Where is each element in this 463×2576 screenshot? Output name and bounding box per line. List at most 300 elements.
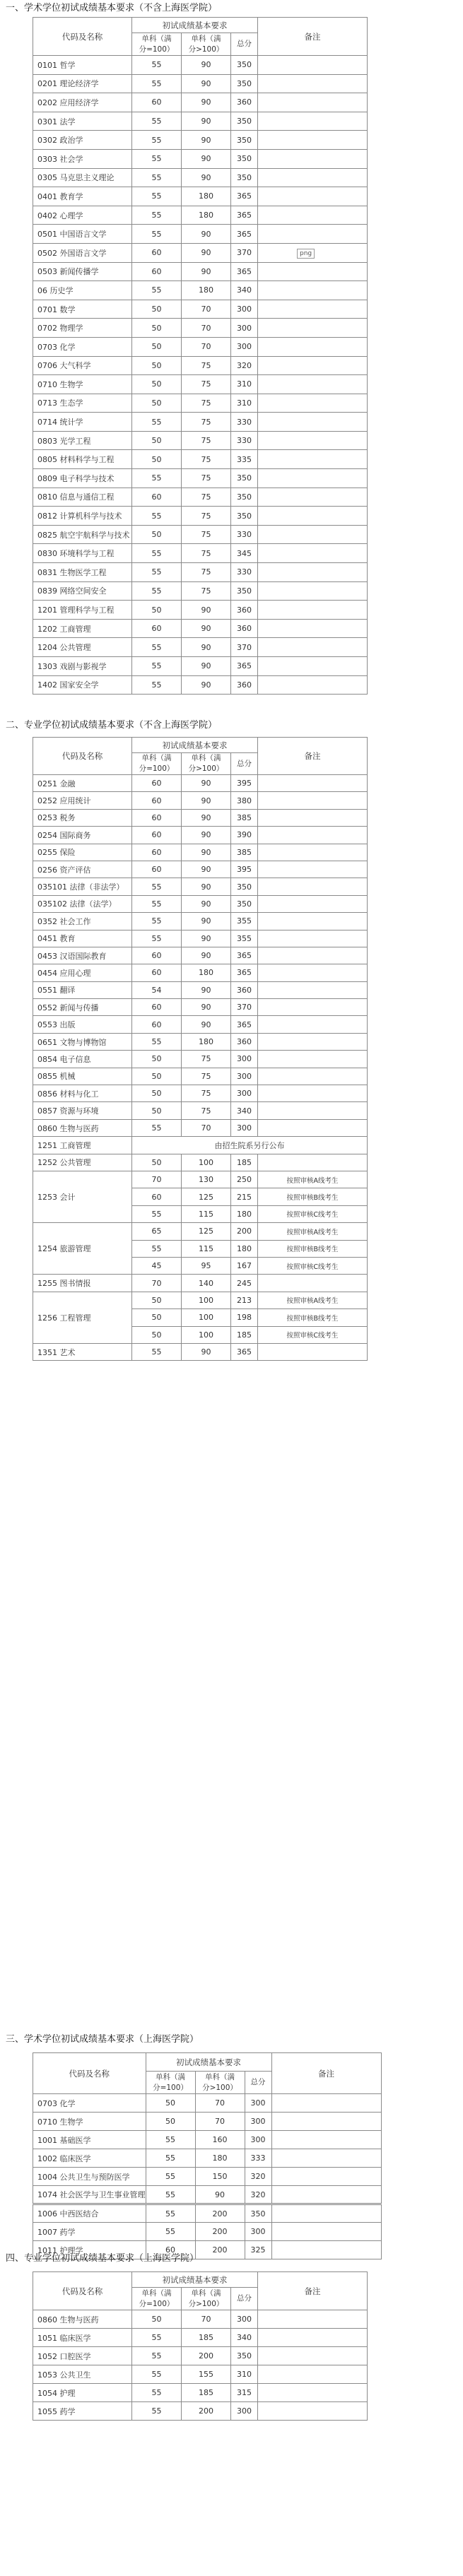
single-score-100-cell: 55 [132, 56, 182, 75]
note-cell [258, 913, 368, 930]
table-row [33, 93, 368, 112]
note-cell [258, 775, 368, 792]
total-score-cell: 360 [231, 619, 258, 638]
single-score-over-100-cell: 90 [182, 1343, 231, 1360]
table-row [33, 2131, 382, 2149]
total-score-cell: 245 [231, 1275, 258, 1292]
program-name-cell: 0714 统计学 [33, 413, 132, 432]
table-row [33, 947, 368, 964]
note-cell: 按照审核B线考生 [258, 1188, 368, 1205]
header-line: 单科（满 [191, 2288, 221, 2298]
table-row [33, 243, 368, 262]
single-score-100-cell: 55 [132, 2347, 182, 2365]
table-row [33, 1119, 368, 1136]
header-row [33, 18, 368, 33]
single-score-100-cell: 45 [132, 1257, 182, 1274]
note-cell [258, 999, 368, 1016]
table-row [33, 999, 368, 1016]
table-row [33, 450, 368, 469]
single-score-100-cell: 55 [132, 2402, 182, 2421]
single-score-over-100-cell: 90 [182, 56, 231, 75]
program-name-cell: 035101 法律（非法学） [33, 878, 132, 895]
single-score-100-cell: 50 [132, 394, 182, 413]
table-row [33, 1171, 368, 1188]
program-name-cell: 1006 中西医结合 [33, 2204, 146, 2223]
total-score-cell: 350 [231, 2347, 258, 2365]
single-score-over-100-cell: 200 [182, 2347, 231, 2365]
table-row [33, 601, 368, 620]
note-cell [258, 675, 368, 695]
table-row [33, 844, 368, 861]
single-score-100-cell: 55 [132, 657, 182, 676]
note-cell [258, 149, 368, 168]
column-header-note: 备注 [271, 2053, 381, 2094]
total-score-cell: 360 [231, 1033, 258, 1050]
note-cell [258, 827, 368, 844]
single-score-over-100-cell: 200 [195, 2223, 245, 2241]
column-header-single-over-100 [195, 2072, 245, 2094]
single-score-100-cell: 50 [132, 1309, 182, 1326]
note-cell [258, 981, 368, 998]
single-score-over-100-cell: 70 [182, 319, 231, 338]
single-score-over-100-cell: 155 [182, 2365, 231, 2384]
note-cell [258, 187, 368, 206]
header-line: 分=100） [153, 2083, 188, 2092]
program-name-cell: 1255 图书情报 [33, 1275, 132, 1292]
table-row [33, 657, 368, 676]
note-cell [258, 638, 368, 657]
note-cell [258, 337, 368, 356]
program-name-cell: 0553 出版 [33, 1016, 132, 1033]
single-score-over-100-cell: 90 [182, 619, 231, 638]
total-score-cell: 390 [231, 827, 258, 844]
note-cell [258, 469, 368, 488]
single-score-100-cell: 55 [146, 2131, 195, 2149]
program-name-cell: 0651 文物与博物馆 [33, 1033, 132, 1050]
total-score-cell: 385 [231, 844, 258, 861]
note-cell [258, 619, 368, 638]
single-score-over-100-cell: 90 [182, 262, 231, 281]
single-score-over-100-cell: 75 [182, 375, 231, 394]
table-row [33, 337, 368, 356]
single-score-100-cell: 60 [132, 1188, 182, 1205]
single-score-100-cell: 60 [132, 844, 182, 861]
single-score-100-cell: 55 [146, 2168, 195, 2186]
table-row [33, 394, 368, 413]
table-row [33, 581, 368, 601]
note-cell [271, 2113, 381, 2131]
program-name-cell: 0812 计算机科学与技术 [33, 507, 132, 526]
program-name-cell: 1054 护理 [33, 2384, 132, 2402]
single-score-over-100-cell: 75 [182, 1068, 231, 1085]
note-cell [258, 450, 368, 469]
note-cell [258, 809, 368, 826]
total-score-cell: 350 [231, 74, 258, 93]
single-score-100-cell: 55 [132, 544, 182, 563]
table-row [33, 2310, 368, 2329]
column-header-total: 总分 [231, 33, 258, 56]
program-name-cell: 0701 数学 [33, 300, 132, 319]
single-score-over-100-cell: 70 [195, 2113, 245, 2131]
total-score-cell: 185 [231, 1154, 258, 1171]
total-score-cell: 200 [231, 1223, 258, 1240]
column-header-single-100 [132, 2288, 182, 2310]
single-score-100-cell: 50 [132, 1051, 182, 1068]
header-row [33, 738, 368, 753]
program-name-cell: 0252 应用统计 [33, 792, 132, 809]
single-score-over-100-cell: 115 [182, 1240, 231, 1257]
note-cell [258, 112, 368, 131]
total-score-cell: 213 [231, 1292, 258, 1308]
table-row [33, 413, 368, 432]
single-score-100-cell: 55 [132, 112, 182, 131]
table-row [33, 56, 368, 75]
single-score-100-cell: 50 [132, 525, 182, 544]
column-header-code-name: 代码及名称 [33, 18, 132, 56]
note-cell [258, 300, 368, 319]
total-score-cell: 355 [231, 930, 258, 947]
single-score-over-100-cell: 75 [182, 394, 231, 413]
single-score-over-100-cell: 180 [182, 964, 231, 981]
single-score-over-100-cell: 90 [182, 675, 231, 695]
total-score-cell: 300 [245, 2113, 271, 2131]
total-score-cell: 350 [245, 2204, 271, 2223]
note-cell [258, 394, 368, 413]
single-score-100-cell: 55 [132, 206, 182, 225]
note-cell [271, 2168, 381, 2186]
total-score-cell: 350 [231, 168, 258, 187]
single-score-100-cell: 60 [132, 861, 182, 878]
note-cell [258, 488, 368, 507]
single-score-over-100-cell: 90 [182, 112, 231, 131]
single-score-100-cell: 55 [132, 1240, 182, 1257]
header-line: 单科（满 [141, 754, 172, 762]
total-score-cell: 365 [231, 206, 258, 225]
note-cell [271, 2204, 381, 2223]
note-cell [258, 225, 368, 244]
note-cell [258, 930, 368, 947]
single-score-over-100-cell: 75 [182, 469, 231, 488]
single-score-over-100-cell: 90 [182, 999, 231, 1016]
single-score-100-cell: 55 [132, 281, 182, 300]
total-score-cell: 300 [231, 319, 258, 338]
program-name-cell: 1007 药学 [33, 2223, 146, 2241]
single-score-100-cell: 60 [132, 1016, 182, 1033]
total-score-cell: 395 [231, 775, 258, 792]
single-score-100-cell: 55 [132, 469, 182, 488]
total-score-cell: 365 [231, 1016, 258, 1033]
total-score-cell: 350 [231, 878, 258, 895]
program-name-cell: 0251 金融 [33, 775, 132, 792]
table-row [33, 225, 368, 244]
program-name-cell: 0453 汉语国际教育 [33, 947, 132, 964]
note-cell [258, 1068, 368, 1085]
total-score-cell: 320 [245, 2168, 271, 2186]
header-line: 分>100） [202, 2083, 238, 2092]
table-row [33, 2329, 368, 2347]
single-score-100-cell: 70 [132, 1275, 182, 1292]
note-cell [258, 861, 368, 878]
program-name-cell: 0302 政治学 [33, 131, 132, 150]
program-name-cell: 1251 工商管理 [33, 1137, 132, 1154]
program-name-cell: 0501 中国语言文学 [33, 225, 132, 244]
single-score-over-100-cell: 115 [182, 1205, 231, 1222]
single-score-100-cell: 55 [132, 225, 182, 244]
note-cell [258, 2347, 368, 2365]
column-header-code-name: 代码及名称 [33, 738, 132, 775]
program-name-cell: 0809 电子科学与技术 [33, 469, 132, 488]
program-name-cell: 0551 翻译 [33, 981, 132, 998]
total-score-cell: 360 [231, 93, 258, 112]
single-score-100-cell: 50 [132, 601, 182, 620]
note-cell [258, 792, 368, 809]
total-score-cell: 300 [231, 1119, 258, 1136]
column-header-note: 备注 [258, 738, 368, 775]
program-name-cell: 1052 口腔医学 [33, 2347, 132, 2365]
table-row [33, 1085, 368, 1102]
single-score-over-100-cell: 100 [182, 1326, 231, 1343]
program-name-cell: 0706 大气科学 [33, 356, 132, 375]
total-score-cell: 320 [245, 2186, 271, 2204]
section-title: 三、学术学位初试成绩基本要求（上海医学院） [6, 2034, 199, 2045]
table-row [33, 981, 368, 998]
program-name-cell: 0305 马克思主义理论 [33, 168, 132, 187]
note-cell [258, 947, 368, 964]
total-score-cell: 365 [231, 187, 258, 206]
program-name-cell: 0703 化学 [33, 337, 132, 356]
note-cell [258, 319, 368, 338]
single-score-over-100-cell: 90 [182, 638, 231, 657]
program-name-cell: 1204 公共管理 [33, 638, 132, 657]
program-name-cell: 0855 机械 [33, 1068, 132, 1085]
total-score-cell: 365 [231, 225, 258, 244]
note-cell [258, 281, 368, 300]
single-score-100-cell: 50 [146, 2094, 195, 2113]
single-score-over-100-cell: 90 [182, 775, 231, 792]
program-name-cell: 0856 材料与化工 [33, 1085, 132, 1102]
single-score-100-cell: 55 [132, 675, 182, 695]
program-name-cell: 1002 临床医学 [33, 2149, 146, 2168]
total-score-cell: 350 [231, 895, 258, 912]
single-score-100-cell: 55 [132, 131, 182, 150]
table-row [33, 638, 368, 657]
note-cell [258, 74, 368, 93]
note-cell [258, 2329, 368, 2347]
single-score-100-cell: 50 [132, 375, 182, 394]
program-name-cell: 0857 资源与环境 [33, 1102, 132, 1119]
single-score-over-100-cell: 125 [182, 1188, 231, 1205]
total-score-cell: 365 [231, 657, 258, 676]
total-score-cell: 365 [231, 964, 258, 981]
note-cell [258, 563, 368, 582]
note-cell: 按照审核A线考生 [258, 1171, 368, 1188]
note-cell [258, 168, 368, 187]
single-score-over-100-cell: 90 [182, 827, 231, 844]
single-score-over-100-cell: 75 [182, 431, 231, 450]
table-row [33, 319, 368, 338]
total-score-cell: 350 [231, 56, 258, 75]
note-cell: 按照审核C线考生 [258, 1257, 368, 1274]
header-line: 分>100） [188, 764, 224, 773]
program-name-cell: 1303 戏剧与影视学 [33, 657, 132, 676]
program-name-cell: 1351 艺术 [33, 1343, 132, 1360]
column-header-note: 备注 [258, 2272, 368, 2310]
note-cell [258, 1085, 368, 1102]
total-score-cell: 330 [231, 413, 258, 432]
single-score-over-100-cell: 180 [195, 2149, 245, 2168]
column-header-single-100 [146, 2072, 195, 2094]
note-cell [258, 581, 368, 601]
table-row [33, 488, 368, 507]
table-row [33, 913, 368, 930]
note-cell [258, 601, 368, 620]
table-row [33, 1068, 368, 1085]
single-score-100-cell: 55 [132, 930, 182, 947]
single-score-over-100-cell: 90 [182, 878, 231, 895]
note-cell [258, 2365, 368, 2384]
table-row [33, 2094, 382, 2113]
single-score-100-cell: 65 [132, 1223, 182, 1240]
total-score-cell: 365 [231, 262, 258, 281]
program-name-cell: 0201 理论经济学 [33, 74, 132, 93]
total-score-cell: 300 [231, 1051, 258, 1068]
program-name-cell: 1254 旅游管理 [33, 1223, 132, 1275]
program-name-cell: 0552 新闻与传播 [33, 999, 132, 1016]
single-score-100-cell: 55 [146, 2186, 195, 2204]
single-score-over-100-cell: 90 [182, 809, 231, 826]
single-score-over-100-cell: 100 [182, 1154, 231, 1171]
total-score-cell: 300 [245, 2094, 271, 2113]
header-line: 单科（满 [191, 754, 221, 762]
single-score-over-100-cell: 90 [182, 74, 231, 93]
single-score-100-cell: 50 [132, 1292, 182, 1308]
total-score-cell: 355 [231, 913, 258, 930]
total-score-cell: 310 [231, 2365, 258, 2384]
note-cell [258, 1102, 368, 1119]
single-score-over-100-cell: 75 [182, 544, 231, 563]
single-score-over-100-cell: 75 [182, 450, 231, 469]
table-row [33, 2402, 368, 2421]
single-score-over-100-cell: 75 [182, 1102, 231, 1119]
single-score-over-100-cell: 200 [182, 2402, 231, 2421]
table-row [33, 544, 368, 563]
single-score-over-100-cell: 180 [182, 187, 231, 206]
single-score-over-100-cell: 180 [182, 281, 231, 300]
single-score-over-100-cell: 125 [182, 1223, 231, 1240]
single-score-100-cell: 55 [132, 2329, 182, 2347]
note-cell [258, 1119, 368, 1136]
note-cell [271, 2149, 381, 2168]
table-row [33, 1137, 368, 1154]
program-name-cell: 0254 国际商务 [33, 827, 132, 844]
single-score-over-100-cell: 130 [182, 1171, 231, 1188]
single-score-100-cell: 50 [132, 356, 182, 375]
single-score-100-cell: 50 [132, 1068, 182, 1085]
total-score-cell: 360 [231, 981, 258, 998]
total-score-cell: 320 [231, 356, 258, 375]
total-score-cell: 185 [231, 1326, 258, 1343]
single-score-100-cell: 60 [132, 619, 182, 638]
program-name-cell: 0454 应用心理 [33, 964, 132, 981]
single-score-over-100-cell: 90 [182, 913, 231, 930]
program-name-cell: 0710 生物学 [33, 375, 132, 394]
program-name-cell: 1202 工商管理 [33, 619, 132, 638]
single-score-100-cell: 60 [132, 93, 182, 112]
single-score-over-100-cell: 75 [182, 525, 231, 544]
program-name-cell: 035102 法律（法学） [33, 895, 132, 912]
single-score-100-cell: 55 [132, 913, 182, 930]
total-score-cell: 350 [231, 149, 258, 168]
single-score-over-100-cell: 90 [182, 131, 231, 150]
single-score-over-100-cell: 75 [182, 413, 231, 432]
note-cell [258, 844, 368, 861]
total-score-cell: 385 [231, 809, 258, 826]
single-score-over-100-cell: 200 [195, 2204, 245, 2223]
single-score-100-cell: 55 [132, 1033, 182, 1050]
table-row [33, 2168, 382, 2186]
program-name-cell: 0253 税务 [33, 809, 132, 826]
total-score-cell: 350 [231, 112, 258, 131]
column-header-code-name: 代码及名称 [33, 2053, 146, 2094]
total-score-cell: 300 [231, 300, 258, 319]
note-cell [258, 1154, 368, 1171]
table-row [33, 168, 368, 187]
single-score-100-cell: 55 [132, 563, 182, 582]
note-cell [258, 964, 368, 981]
total-score-cell: 340 [231, 281, 258, 300]
total-score-cell: 300 [231, 2310, 258, 2329]
note-cell: 按照审核B线考生 [258, 1309, 368, 1326]
note-cell [258, 895, 368, 912]
table-row [33, 895, 368, 912]
program-name-cell: 0352 社会工作 [33, 913, 132, 930]
total-score-cell: 315 [231, 2384, 258, 2402]
header-line: 单科（满 [191, 34, 221, 43]
table-row [33, 112, 368, 131]
table-row [33, 675, 368, 695]
note-cell [258, 525, 368, 544]
score-table [33, 17, 368, 695]
column-group-header: 初试成绩基本要求 [146, 2053, 271, 2072]
note-cell [258, 2384, 368, 2402]
section-title: 四、专业学位初试成绩基本要求（上海医学院） [6, 2253, 199, 2264]
single-score-100-cell: 55 [132, 1343, 182, 1360]
single-score-over-100-cell: 70 [182, 2310, 231, 2329]
table-row [33, 149, 368, 168]
single-score-over-100-cell: 90 [182, 844, 231, 861]
note-cell [258, 1275, 368, 1292]
note-cell: 按照审核C线考生 [258, 1205, 368, 1222]
note-cell [258, 56, 368, 75]
note-cell [271, 2094, 381, 2113]
single-score-100-cell: 50 [132, 2310, 182, 2329]
single-score-100-cell: 50 [132, 1154, 182, 1171]
total-score-cell: 215 [231, 1188, 258, 1205]
total-score-cell: 370 [231, 243, 258, 262]
note-cell [271, 2223, 381, 2241]
table-row [33, 1033, 368, 1050]
single-score-100-cell: 55 [146, 2223, 195, 2241]
single-score-over-100-cell: 75 [182, 356, 231, 375]
column-header-total: 总分 [231, 2288, 258, 2310]
single-score-over-100-cell: 180 [182, 1033, 231, 1050]
column-header-code-name: 代码及名称 [33, 2272, 132, 2310]
single-score-over-100-cell: 70 [195, 2094, 245, 2113]
table-row [33, 809, 368, 826]
header-row [33, 2272, 368, 2288]
program-name-cell: 0256 资产评估 [33, 861, 132, 878]
header-line: 单科（满 [156, 2072, 185, 2081]
